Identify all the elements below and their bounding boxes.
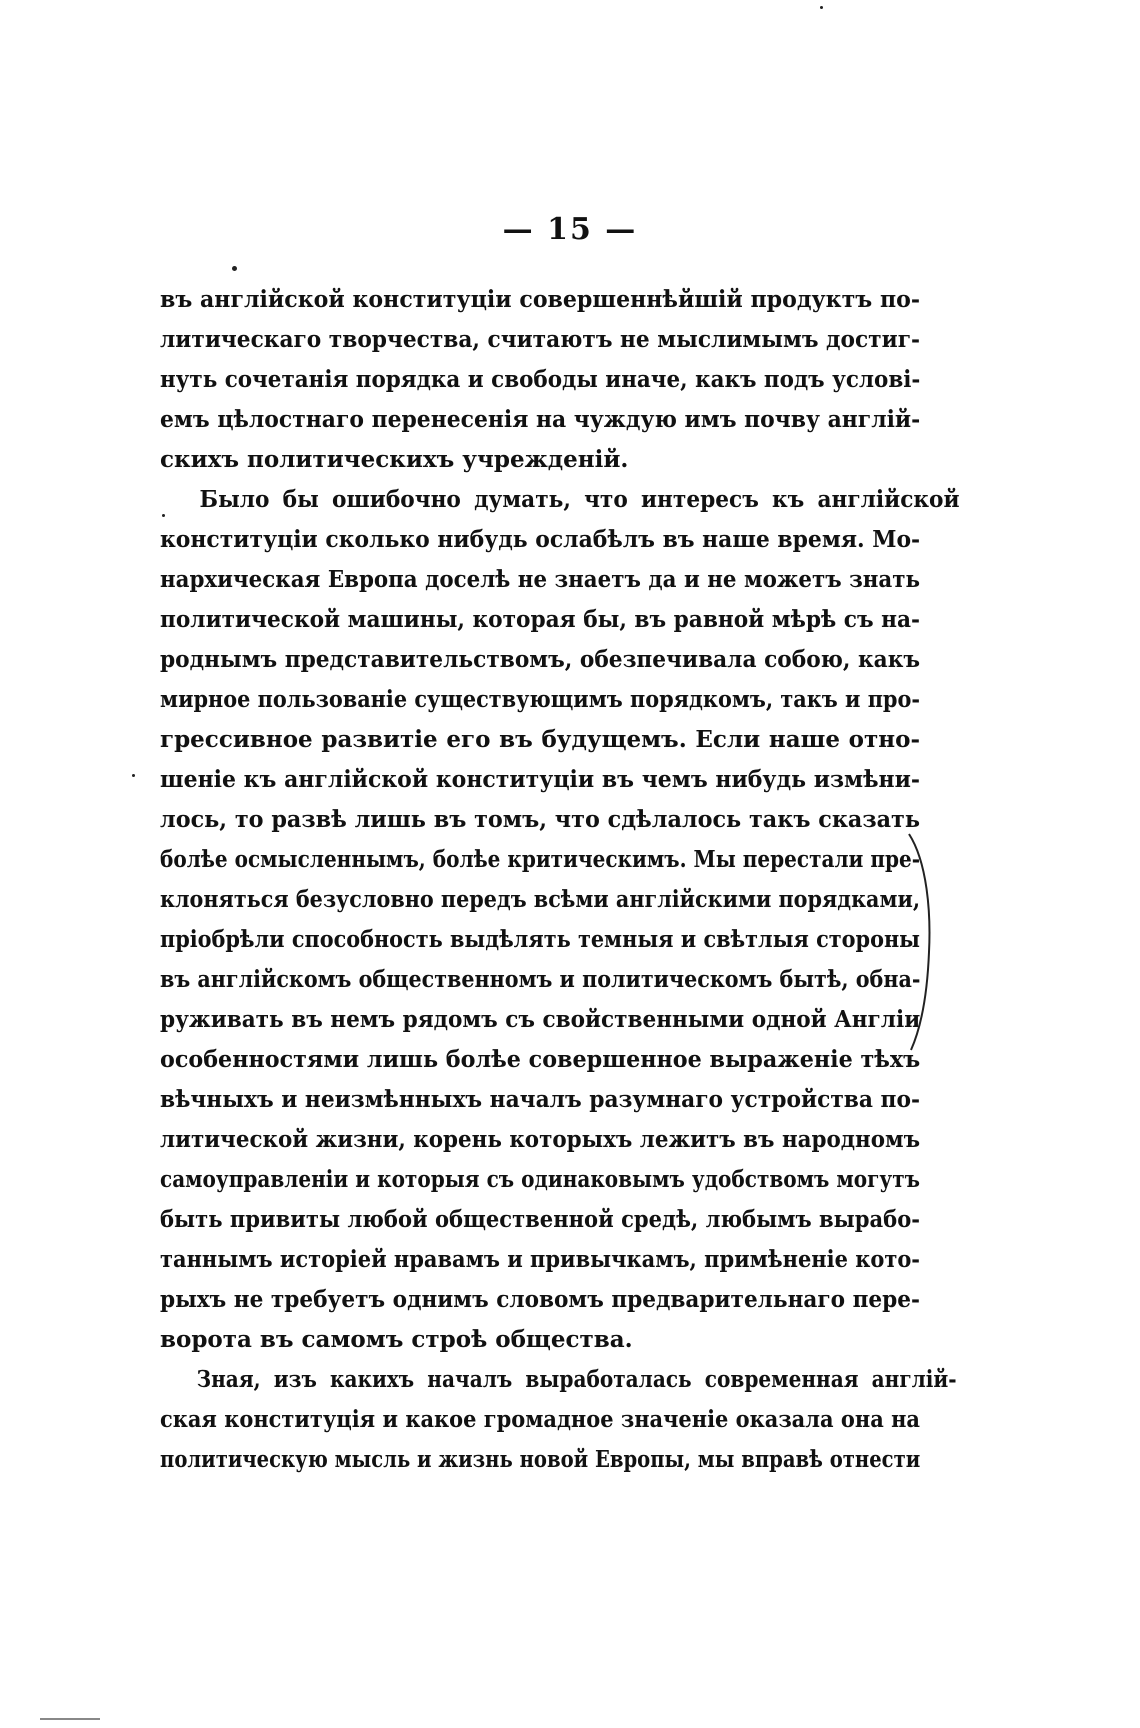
text-line: руживать въ немъ рядомъ съ свойственными одной Англіи xyxy=(160,1006,920,1033)
text-line: нархическая Европа доселѣ не знаетъ да и не можетъ знать xyxy=(160,566,920,593)
text-line: ская конституція и какое громадное значеніе оказала она на xyxy=(160,1406,920,1433)
text-line: вѣчныхъ и неизмѣнныхъ началъ разумнаго устройства по- xyxy=(160,1086,920,1113)
text-line: конституціи сколько нибудь ослабѣлъ въ наше время. Мо- xyxy=(160,526,920,553)
text-line: клоняться безусловно передъ всѣми англійскими порядками, xyxy=(160,886,920,913)
text-line: мирное пользованіе существующимъ порядкомъ, такъ и про- xyxy=(160,686,920,713)
text-line: въ англійскомъ общественномъ и политическомъ бытѣ, обна- xyxy=(160,966,920,993)
text-line: лось, то развѣ лишь въ томъ, что сдѣлалось такъ сказать xyxy=(160,806,920,833)
paragraph-1 xyxy=(160,280,920,480)
text-line: въ англійской конституціи совершеннѣйшій продуктъ по- xyxy=(160,286,920,313)
text-line: литической жизни, корень которыхъ лежитъ въ народномъ xyxy=(160,1126,920,1153)
text-line: болѣе осмысленнымъ, болѣе критическимъ. Мы перестали пре- xyxy=(160,846,920,873)
text-line: шеніе къ англійской конституціи въ чемъ нибудь измѣни- xyxy=(160,766,920,793)
text-line: роднымъ представительствомъ, обезпечивала собою, какъ xyxy=(160,646,920,673)
text-line: политической машины, которая бы, въ равной мѣрѣ съ на- xyxy=(160,606,920,633)
text-line: самоуправленіи и которыя съ одинаковымъ удобствомъ могутъ xyxy=(160,1166,920,1193)
paragraph-3 xyxy=(160,1360,957,1480)
scan-artifact-line xyxy=(40,1718,100,1720)
ink-speck xyxy=(232,266,237,271)
ink-speck xyxy=(162,514,165,517)
text-line: политическую мысль и жизнь новой Европы, мы вправѣ отнести xyxy=(160,1446,920,1473)
text-line: скихъ политическихъ учрежденій. xyxy=(160,446,629,473)
ink-speck xyxy=(820,6,823,9)
text-line: Зная, изъ какихъ началъ выработалась современная англій- xyxy=(196,1366,957,1393)
paragraph-2 xyxy=(160,480,960,1360)
text-line: пріобрѣли способность выдѣлять темныя и свѣтлыя стороны xyxy=(160,926,920,953)
text-line: литическаго творчества, считаютъ не мыслимымъ достиг- xyxy=(160,326,920,353)
text-line: таннымъ исторіей нравамъ и привычкамъ, примѣненіе кото- xyxy=(160,1246,920,1273)
ink-speck xyxy=(132,774,135,777)
text-line: рыхъ не требуетъ однимъ словомъ предварительнаго пере- xyxy=(160,1286,920,1313)
text-line: Было бы ошибочно думать, что интересъ къ англійской xyxy=(199,486,960,513)
margin-bracket-mark xyxy=(905,832,935,1052)
text-line: особенностями лишь болѣе совершенное выраженіе тѣхъ xyxy=(160,1046,920,1073)
text-line: ворота въ самомъ строѣ общества. xyxy=(160,1326,633,1353)
page-number: — 15 — xyxy=(502,212,638,247)
text-line: грессивное развитіе его въ будущемъ. Если наше отно- xyxy=(160,726,920,753)
body-text xyxy=(160,280,960,1480)
text-line: быть привиты любой общественной средѣ, любымъ вырабо- xyxy=(160,1206,920,1233)
text-line: емъ цѣлостнаго перенесенія на чуждую имъ почву англій- xyxy=(160,406,920,433)
text-line: нуть сочетанія порядка и свободы иначе, какъ подъ услові- xyxy=(160,366,920,393)
